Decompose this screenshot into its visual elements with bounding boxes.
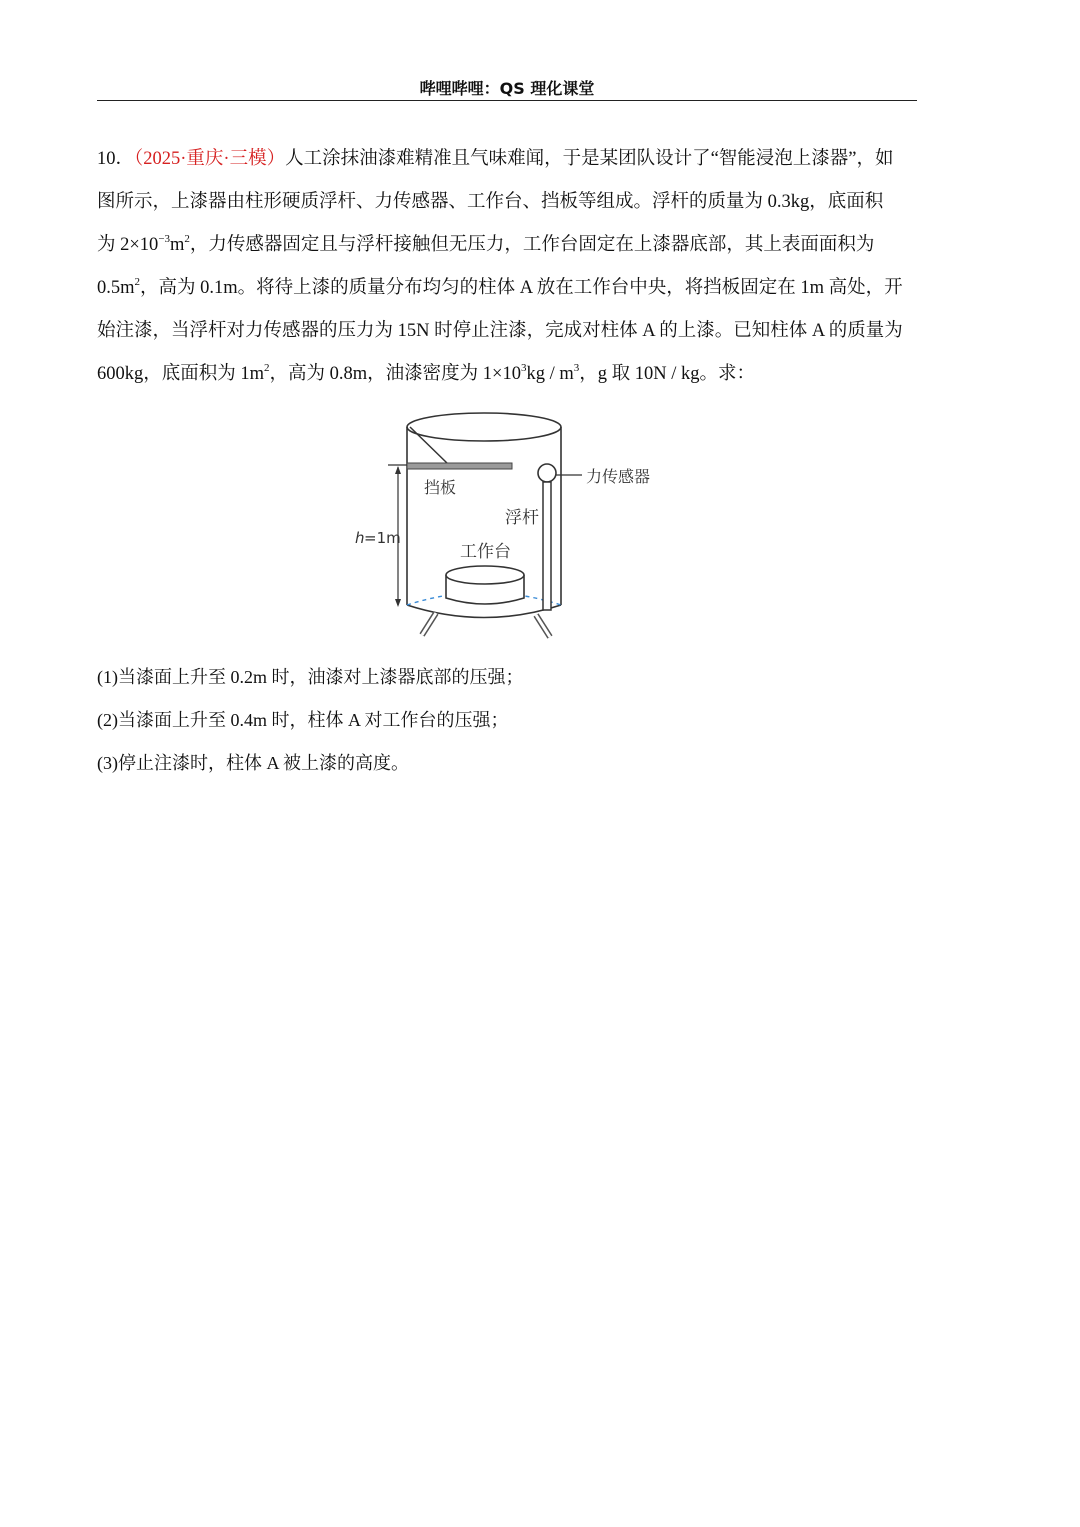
baffle-plate [407, 463, 512, 469]
question-line-3: 为 $2\times 10^{-3}m^2$，力传感器固定且与浮杆接触但无压力，工作台固定在上漆器底部，其上表面面积为 [97, 233, 875, 255]
baffle-strut [410, 427, 448, 464]
float-rod [543, 482, 551, 610]
label-baffle: 挡板 [424, 478, 457, 497]
sub-question-1: (1)当漆面上升至 0.2m 时，油漆对上漆器底部的压强； [97, 667, 524, 687]
sub-question-2: (2)当漆面上升至 0.4m 时，柱体 A 对工作台的压强； [97, 710, 509, 730]
force-sensor [538, 464, 556, 482]
question-line-5: 始注漆，当浮杆对力传感器的压力为 15N 时停止注漆，完成对柱体 A 的上漆。已知柱体 A 的质量为 [97, 321, 903, 341]
label-h-value: =1m [364, 529, 401, 547]
label-h-variable: h [355, 529, 365, 547]
label-force-sensor: 力传感器 [586, 467, 651, 486]
question-source: （2025·重庆·三模） [134, 149, 286, 169]
label-float-rod: 浮杆 [505, 508, 539, 528]
sub-question-3: (3)停止注漆时，柱体 A 被上漆的高度。 [97, 753, 409, 773]
apparatus-figure [350, 405, 670, 645]
container-top-rim [407, 413, 561, 441]
question-line-6: 600kg，底面积为 $1m^2$，高为 0.8m，油漆密度为 $1\times 10^3kg / m^3$，g 取 10N / kg。求： [97, 362, 756, 384]
question-line-4: $0.5m^2$，高为 0.1m。将待上漆的质量分布均匀的柱体 A 放在工作台中央，将挡板固定在 1m 高处，开 [97, 276, 903, 298]
header-rule [97, 100, 917, 101]
question-number: 10． [97, 149, 135, 169]
height-arrow-up [395, 466, 401, 474]
apparatus-diagram [350, 405, 670, 645]
work-table-top [446, 566, 524, 584]
question-body [97, 138, 919, 396]
sub-questions [97, 656, 919, 785]
label-work-table: 工作台 [460, 542, 511, 562]
question-line-1: 10．（2025·重庆·三模）人工涂抹油漆难精准且气味难闻，于是某团队设计了“智能浸泡上漆器”，如 [97, 149, 894, 169]
question-line-2: 图所示，上漆器由柱形硬质浮杆、力传感器、工作台、挡板等组成。浮杆的质量为 0.3kg，底面积 [97, 192, 884, 212]
height-arrow-down [395, 599, 401, 607]
page-header: 哔哩哔哩：QS 理化课堂 [419, 79, 595, 98]
